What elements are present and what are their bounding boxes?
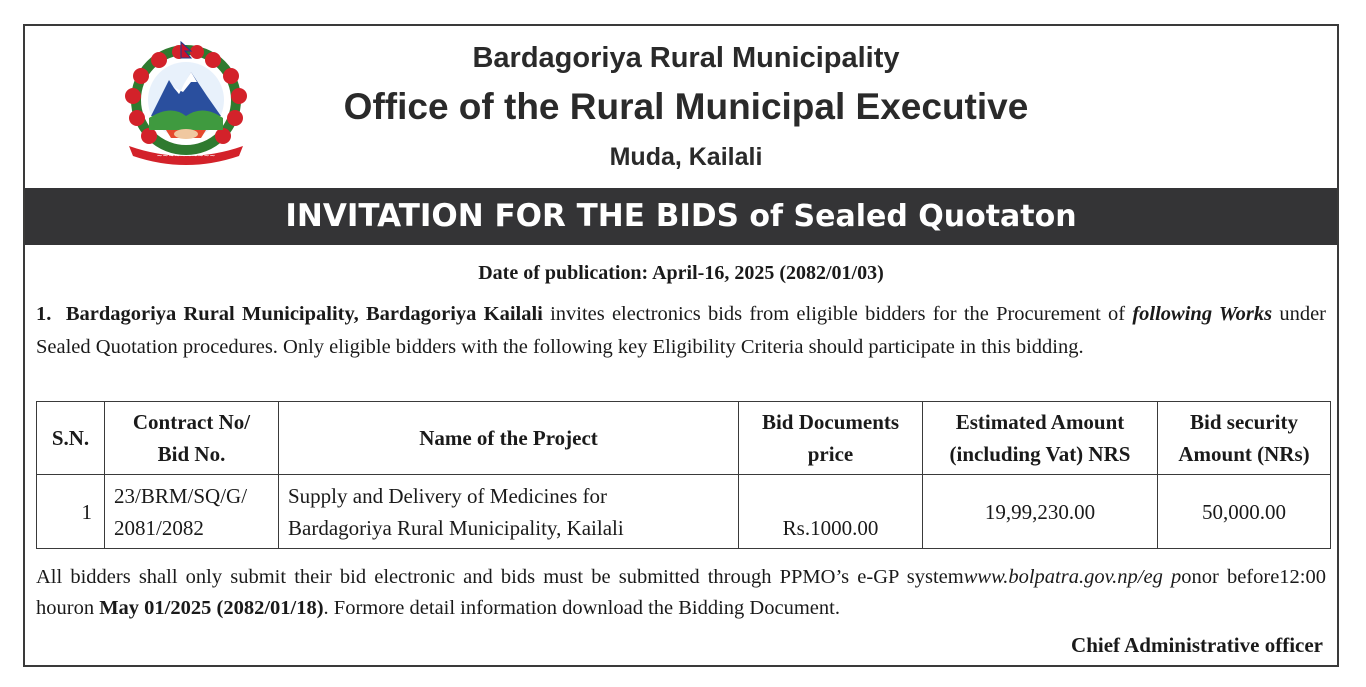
- publication-date: Date of publication: April-16, 2025 (2082/01/03): [478, 262, 884, 284]
- intro-paragraph: [36, 298, 1326, 364]
- header-estimate-line2: (including Vat) NRS: [949, 442, 1131, 466]
- bid-table: [36, 401, 1331, 549]
- svg-text:~~~~~~~~~~: ~~~~~~~~~~: [156, 152, 216, 160]
- banner-title-sub: of Sealed Quotaton: [738, 199, 1077, 234]
- office-location: Muda, Kailali: [609, 143, 763, 171]
- municipality-name: Bardagoriya Rural Municipality: [472, 42, 900, 74]
- submission-paragraph: [36, 562, 1326, 624]
- header-estimate: [923, 402, 1158, 475]
- bolpatra-link[interactable]: www.bolpatra.gov.np/eg p: [963, 566, 1182, 588]
- footer-text-2: onor before12:00 houron: [36, 566, 1326, 619]
- intro-number: 1.: [36, 303, 52, 325]
- cell-project-line2: Bardagoriya Rural Municipality, Kailali: [288, 515, 624, 540]
- intro-bold-italic-text: following Works: [1132, 303, 1273, 325]
- footer-text-3: . Formore detail information download the Bidding Document.: [323, 597, 840, 619]
- header-security-line1: Bid security: [1190, 410, 1298, 434]
- cell-project-line1: Supply and Delivery of Medicines for: [288, 483, 608, 508]
- header-contract-line1: Contract No/: [132, 410, 251, 434]
- cell-estimate: 19,99,230.00: [923, 475, 1158, 549]
- header-contract-line2: Bid No.: [157, 442, 226, 466]
- intro-bold-text: Bardagoriya Rural Municipality, Bardagoriya Kailali: [65, 303, 543, 325]
- cell-sn: 1: [37, 475, 105, 549]
- cell-contract: [105, 475, 279, 549]
- cell-project: [279, 475, 739, 549]
- table-header-row: [37, 402, 1331, 475]
- header-price: [739, 402, 923, 475]
- cell-contract-line1: 23/BRM/SQ/G/: [114, 483, 248, 508]
- submission-deadline: May 01/2025 (2082/01/18): [99, 597, 324, 619]
- footer-text-1: All bidders shall only submit their bid electronic and bids must be submitted through PPMO’s e-GP system: [36, 566, 964, 588]
- banner-title-main: INVITATION FOR THE BIDS: [285, 198, 739, 234]
- signatory-title: Chief Administrative officer: [1071, 633, 1323, 657]
- notice-frame: [23, 24, 1339, 667]
- header-contract: [105, 402, 279, 475]
- cell-price: Rs.1000.00: [739, 475, 923, 549]
- header-project: Name of the Project: [279, 402, 739, 475]
- header-sn: S.N.: [37, 402, 105, 475]
- header-estimate-line1: Estimated Amount: [955, 410, 1125, 434]
- office-name: Office of the Rural Municipal Executive: [343, 86, 1029, 127]
- header-price-line1: Bid Documents: [761, 410, 900, 434]
- intro-text-1: invites electronics bids from eligible bidders for the Procurement of: [542, 303, 1133, 325]
- table-row: [37, 475, 1331, 549]
- cell-contract-line2: 2081/2082: [114, 515, 204, 540]
- cell-security: 50,000.00: [1158, 475, 1331, 549]
- intro-text-2: under Sealed Quotation procedures. Only eligible bidders with the following key Eligibility Criteria should participate in this bidding.: [36, 303, 1326, 358]
- header-security-line2: Amount (NRs): [1178, 442, 1310, 466]
- header-price-line2: price: [807, 442, 854, 466]
- header-security: [1158, 402, 1331, 475]
- notice-title-banner: [25, 188, 1337, 245]
